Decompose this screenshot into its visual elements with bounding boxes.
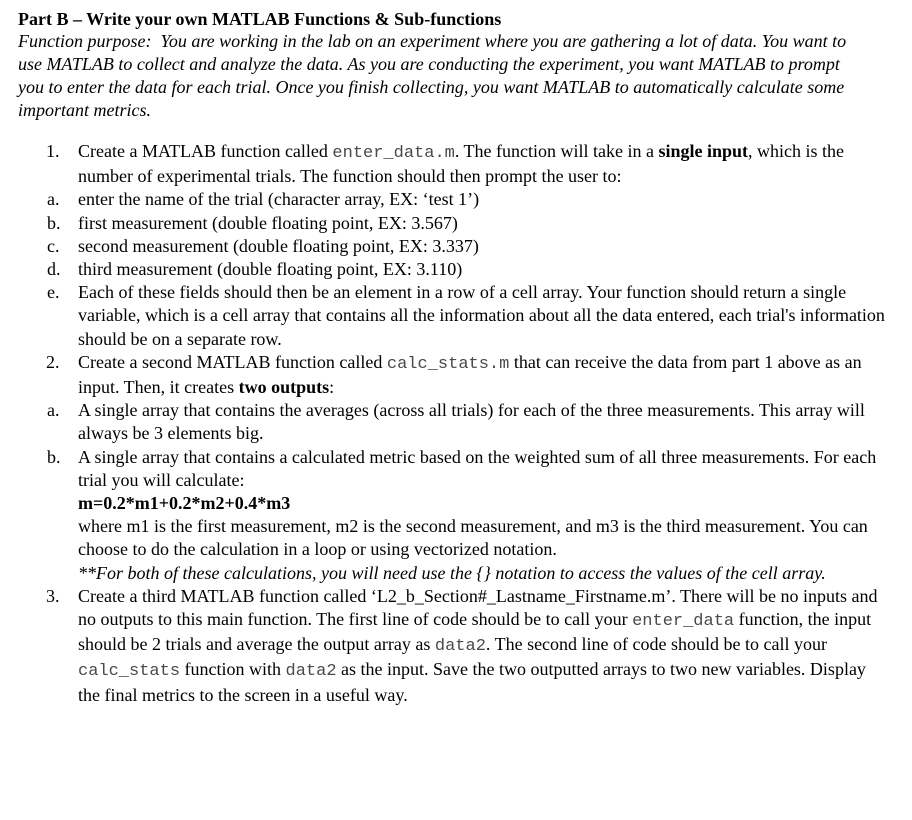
sub-text: enter the name of the trial (character array, EX: ‘test 1’) xyxy=(78,189,480,210)
list-item xyxy=(18,140,888,351)
sub-letter: a. xyxy=(47,189,60,210)
sub-text: third measurement (double floating point, EX: 3.110) xyxy=(78,259,463,280)
formula: m=0.2*m1+0.2*m2+0.4*m3 xyxy=(78,493,291,514)
formula-explanation: where m1 is the first measurement, m2 is the second measurement, and m3 is the third measurement. You can choose to do the calculation in a loop or using vectorized notation. xyxy=(78,516,868,560)
sub-item xyxy=(18,235,888,258)
item-text: Create a MATLAB function called xyxy=(78,141,333,161)
bold-term: single input xyxy=(658,141,749,161)
instruction-list xyxy=(18,140,888,707)
note: **For both of these calculations, you will need use the {} notation to access the values of the cell array. xyxy=(78,562,826,583)
code-variable: data2 xyxy=(285,662,337,682)
bold-term: two outputs xyxy=(238,377,330,398)
code-variable: data2 xyxy=(434,637,486,657)
item-number: 3. xyxy=(46,585,60,606)
item-text: : xyxy=(329,377,335,398)
item-text: , which is the number of experimental trials. The function should then prompt the user to: xyxy=(78,141,845,187)
code-function: calc_stats xyxy=(78,662,181,682)
item-text: Create a second MATLAB function called xyxy=(78,351,387,372)
purpose-label: Function purpose: xyxy=(18,31,152,51)
sub-letter: a. xyxy=(47,400,60,421)
code-filename: enter_data.m xyxy=(332,144,455,163)
code-filename: calc_stats.m xyxy=(386,354,510,374)
item-text: as the input. Save the two outputted arrays to two new variables. Display the final metrics to the screen in a useful way. xyxy=(78,659,866,705)
sub-letter: c. xyxy=(47,235,60,256)
sub-letter: b. xyxy=(47,212,61,233)
sub-text: first measurement (double floating point, EX: 3.567) xyxy=(78,212,458,233)
sub-list xyxy=(18,188,888,350)
sub-item xyxy=(18,258,888,281)
sub-text: A single array that contains the averages (across all trials) for each of the three measurements. This array will always be 3 elements big. xyxy=(78,400,865,444)
sub-item xyxy=(18,446,888,585)
sub-letter: b. xyxy=(47,446,61,467)
item-text: function, the input should be 2 trials and average the output array as xyxy=(78,609,872,655)
item-text: that can receive the data from part 1 above as an input. Then, it creates xyxy=(78,351,862,398)
purpose-text: You are working in the lab on an experiment where you are gathering a lot of data. You want to use MATLAB to collect and analyze the data. As you are conducting the experiment, you want MATLAB to prompt you to enter the data for each trial. Once you finish collecting, you want MATLAB to automatically calculate some important metrics. xyxy=(18,31,847,120)
list-item xyxy=(18,351,888,585)
sub-item xyxy=(18,188,888,211)
sub-item xyxy=(18,399,888,445)
item-text: . The second line of code should be to call your xyxy=(485,634,827,655)
item-text: function with xyxy=(180,659,286,680)
list-item xyxy=(18,585,888,707)
document-page xyxy=(18,8,898,122)
section-title: Part B – Write your own MATLAB Functions & Sub-functions xyxy=(18,9,502,29)
sub-list xyxy=(18,399,888,585)
sub-item xyxy=(18,212,888,235)
sub-text: second measurement (double floating point, EX: 3.337) xyxy=(78,235,479,256)
sub-item xyxy=(18,281,888,351)
item-number: 1. xyxy=(46,141,60,161)
sub-text: Each of these fields should then be an element in a row of a cell array. Your function should return a single variable, which is a cell array that contains all the information about all the data entered, each trial's information should be on a separate row. xyxy=(78,282,885,349)
sub-text: A single array that contains a calculated metric based on the weighted sum of all three measurements. For each trial you will calculate: xyxy=(78,446,877,490)
function-purpose xyxy=(18,30,858,122)
item-number: 2. xyxy=(46,351,60,372)
code-function: enter_data xyxy=(632,612,735,632)
item-text: Create a third MATLAB function called ‘L2_b_Section#_Lastname_Firstname.m’. There will be no inputs and no outputs to this main function. The first line of code should be to call your xyxy=(78,585,878,630)
sub-letter: e. xyxy=(47,282,60,303)
sub-letter: d. xyxy=(47,259,61,280)
item-text: . The function will take in a xyxy=(454,141,659,161)
